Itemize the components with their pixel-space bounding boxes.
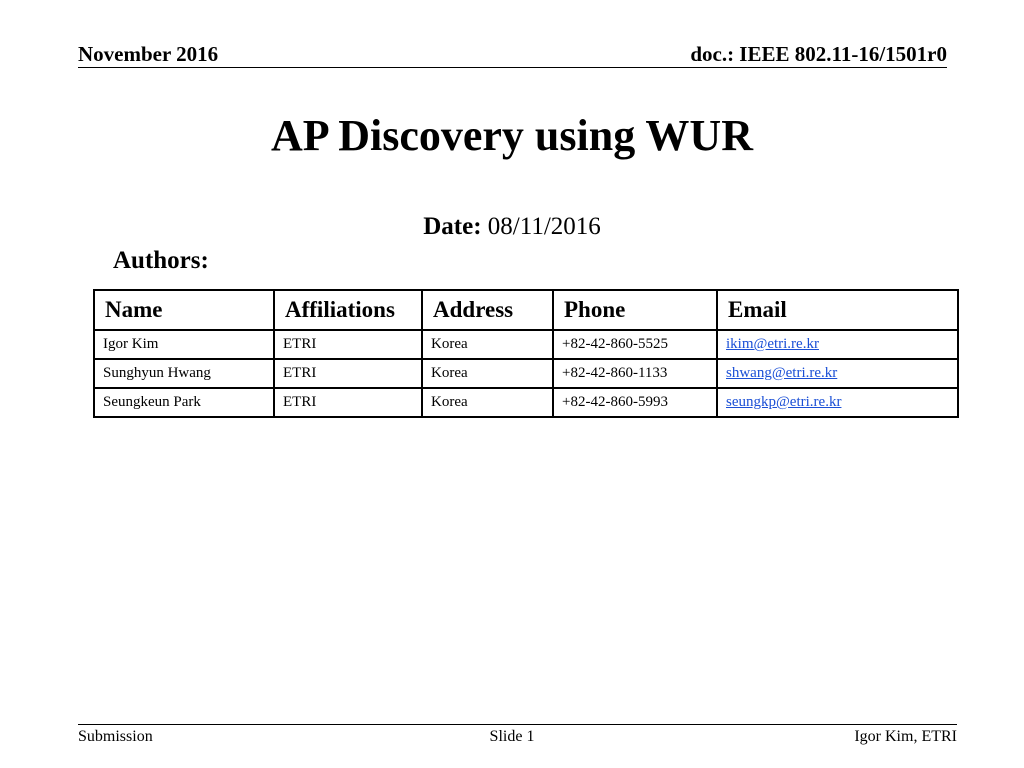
author-name: Igor Kim [94,330,274,359]
table-row [94,388,958,417]
authors-label: Authors: [113,247,209,274]
author-affiliation: ETRI [274,359,422,388]
authors-table [93,289,959,418]
author-address: Korea [422,359,553,388]
author-address: Korea [422,388,553,417]
footer-divider [78,724,957,725]
column-header-name: Name [94,290,274,330]
table-header-row [94,290,958,330]
header-date: November 2016 [78,42,219,66]
date-line [0,213,1024,241]
footer-slide-number: Slide 1 [489,728,535,745]
table-row [94,330,958,359]
header-divider [78,67,947,68]
author-affiliation: ETRI [274,388,422,417]
author-email-link[interactable]: shwang@etri.re.kr [717,359,958,388]
author-address: Korea [422,330,553,359]
author-name: Seungkeun Park [94,388,274,417]
column-header-address: Address [422,290,553,330]
footer-author: Igor Kim, ETRI [854,728,957,745]
slide-title: AP Discovery using WUR [271,111,753,160]
footer-submission: Submission [78,728,153,745]
header-doc-id: doc.: IEEE 802.11-16/1501r0 [690,42,947,66]
author-phone: +82-42-860-1133 [553,359,717,388]
author-affiliation: ETRI [274,330,422,359]
table-row [94,359,958,388]
column-header-affiliations: Affiliations [274,290,422,330]
date-value: 08/11/2016 [481,213,601,240]
author-email-link[interactable]: seungkp@etri.re.kr [717,388,958,417]
author-phone: +82-42-860-5993 [553,388,717,417]
column-header-email: Email [717,290,958,330]
author-phone: +82-42-860-5525 [553,330,717,359]
author-name: Sunghyun Hwang [94,359,274,388]
date-label: Date: [423,213,482,240]
author-email-link[interactable]: ikim@etri.re.kr [717,330,958,359]
column-header-phone: Phone [553,290,717,330]
